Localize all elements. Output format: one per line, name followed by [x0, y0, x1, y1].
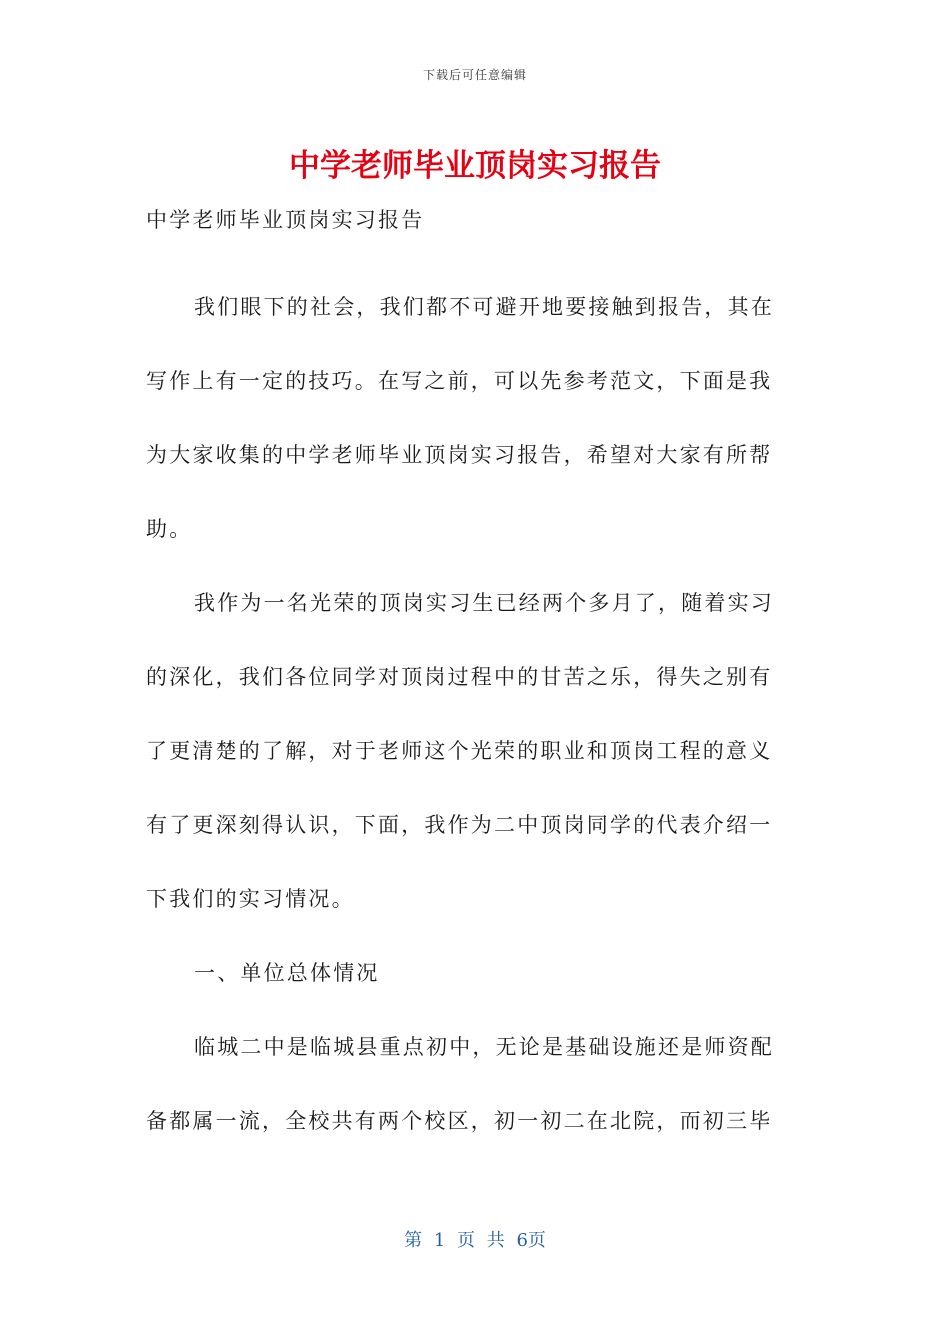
document-title: 中学老师毕业顶岗实习报告: [289, 148, 661, 184]
footer-label-di: 第: [404, 1230, 423, 1251]
header-note: 下载后可任意编辑: [422, 68, 527, 82]
section-heading: 一、单位总体情况: [194, 961, 380, 985]
paragraph-school: 临城二中是临城县重点初中，无论是基础设施还是师资配备都属一流，全校共有两个校区，初一初二在北院，而初三毕: [146, 1035, 774, 1133]
footer-label-ye: 页: [457, 1230, 475, 1251]
paragraph-experience: 我作为一名光荣的顶岗实习生已经两个多月了，随着实习的深化，我们各位同学对顶岗过程中的甘苦之乐，得失之别有了更清楚的了解，对于老师这个光荣的职业和顶岗工程的意义有了更深刻得认识，下面，我作为二中顶岗同学的代表介绍一下我们的实习情况。: [146, 591, 774, 911]
document-body: [146, 196, 794, 1158]
footer-current-page: 1: [433, 1230, 446, 1251]
footer-label-gong: 共: [486, 1230, 505, 1251]
document-subtitle: 中学老师毕业顶岗实习报告: [146, 208, 425, 232]
page-footer: [0, 1226, 950, 1252]
footer-total-pages: 6页: [516, 1230, 546, 1251]
paragraph-intro: 我们眼下的社会，我们都不可避开地要接触到报告，其在写作上有一定的技巧。在写之前，可以先参考范文，下面是我为大家收集的中学老师毕业顶岗实习报告，希望对大家有所帮助。: [146, 295, 774, 541]
